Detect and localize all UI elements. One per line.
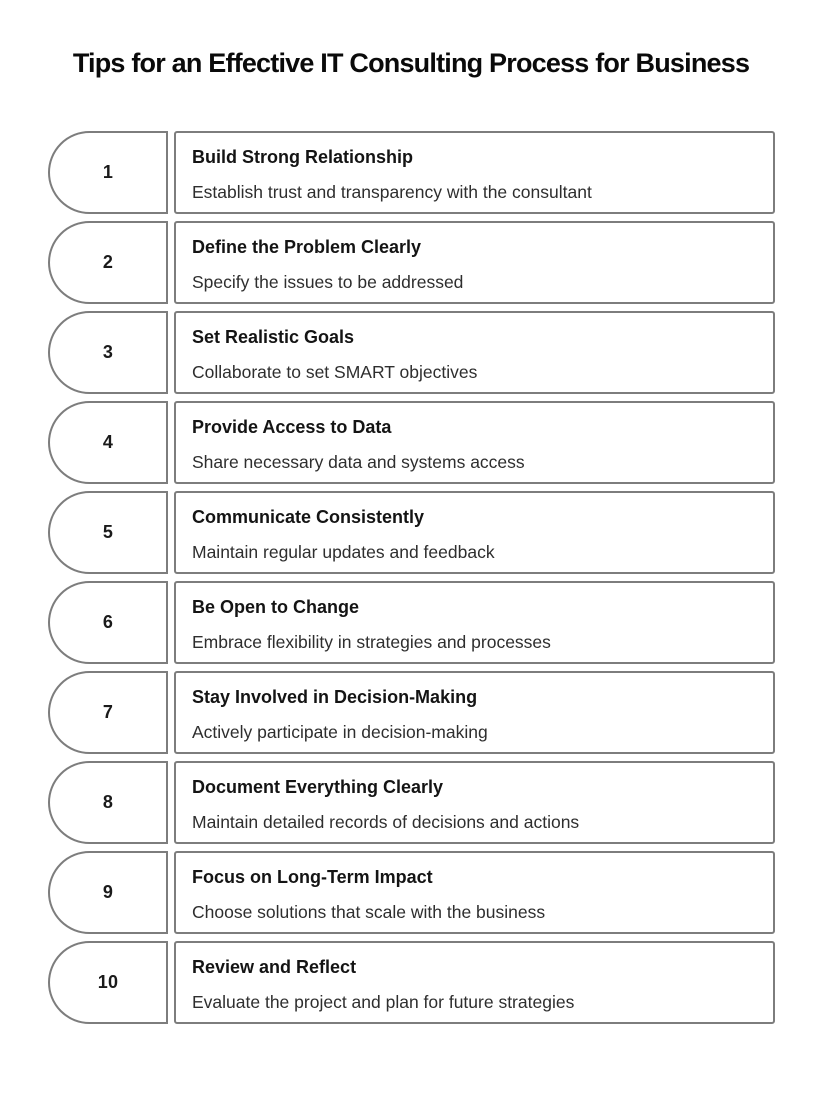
tip-number: 8 (102, 792, 114, 812)
tip-row (48, 131, 775, 214)
tip-number-badge (48, 671, 168, 754)
tip-number: 10 (97, 972, 119, 992)
tip-title: Document Everything Clearly (192, 777, 444, 797)
tip-card (174, 311, 775, 394)
tip-card (174, 131, 775, 214)
tip-number: 6 (102, 612, 114, 632)
tip-title: Communicate Consistently (192, 507, 425, 527)
tip-row (48, 851, 775, 934)
tip-description: Choose solutions that scale with the business (192, 902, 546, 922)
tip-number-badge (48, 581, 168, 664)
tip-card (174, 401, 775, 484)
tip-row (48, 941, 775, 1024)
tip-description: Establish trust and transparency with the consultant (192, 182, 592, 202)
tip-number-badge (48, 131, 168, 214)
tip-card (174, 221, 775, 304)
tip-number-badge (48, 761, 168, 844)
tip-title: Stay Involved in Decision-Making (192, 687, 478, 707)
tip-row (48, 761, 775, 844)
tip-row (48, 401, 775, 484)
tip-description: Actively participate in decision-making (192, 722, 488, 742)
tip-row (48, 671, 775, 754)
tip-number: 2 (102, 252, 114, 272)
tips-list (48, 131, 775, 1024)
tip-title: Review and Reflect (192, 957, 357, 977)
tip-row (48, 581, 775, 664)
tip-number-badge (48, 221, 168, 304)
tip-number-badge (48, 401, 168, 484)
tip-card (174, 491, 775, 574)
tip-row (48, 221, 775, 304)
tip-description: Collaborate to set SMART objectives (192, 362, 478, 382)
page-title: Tips for an Effective IT Consulting Process for Business (72, 48, 750, 78)
tip-title: Build Strong Relationship (192, 147, 413, 167)
tip-number: 4 (102, 432, 114, 452)
tip-card (174, 851, 775, 934)
tip-card (174, 761, 775, 844)
tip-title: Be Open to Change (192, 597, 360, 617)
tip-number: 7 (102, 702, 114, 722)
tip-number-badge (48, 491, 168, 574)
tip-card (174, 671, 775, 754)
tip-number-badge (48, 311, 168, 394)
tip-description: Maintain regular updates and feedback (192, 542, 495, 562)
tip-description: Evaluate the project and plan for future strategies (192, 992, 575, 1012)
tip-title: Define the Problem Clearly (192, 237, 422, 257)
tip-number: 9 (102, 882, 114, 902)
tip-title: Provide Access to Data (192, 417, 392, 437)
tip-card (174, 581, 775, 664)
tip-description: Maintain detailed records of decisions and actions (192, 812, 580, 832)
tip-number-badge (48, 851, 168, 934)
tip-number: 5 (102, 522, 114, 542)
tip-number: 3 (102, 342, 114, 362)
tip-title: Set Realistic Goals (192, 327, 355, 347)
tip-title: Focus on Long-Term Impact (192, 867, 433, 887)
tip-number-badge (48, 941, 168, 1024)
tip-card (174, 941, 775, 1024)
tip-description: Share necessary data and systems access (192, 452, 525, 472)
tip-description: Embrace flexibility in strategies and processes (192, 632, 551, 652)
tip-description: Specify the issues to be addressed (192, 272, 464, 292)
tip-number: 1 (102, 162, 114, 182)
tip-row (48, 491, 775, 574)
tip-row (48, 311, 775, 394)
